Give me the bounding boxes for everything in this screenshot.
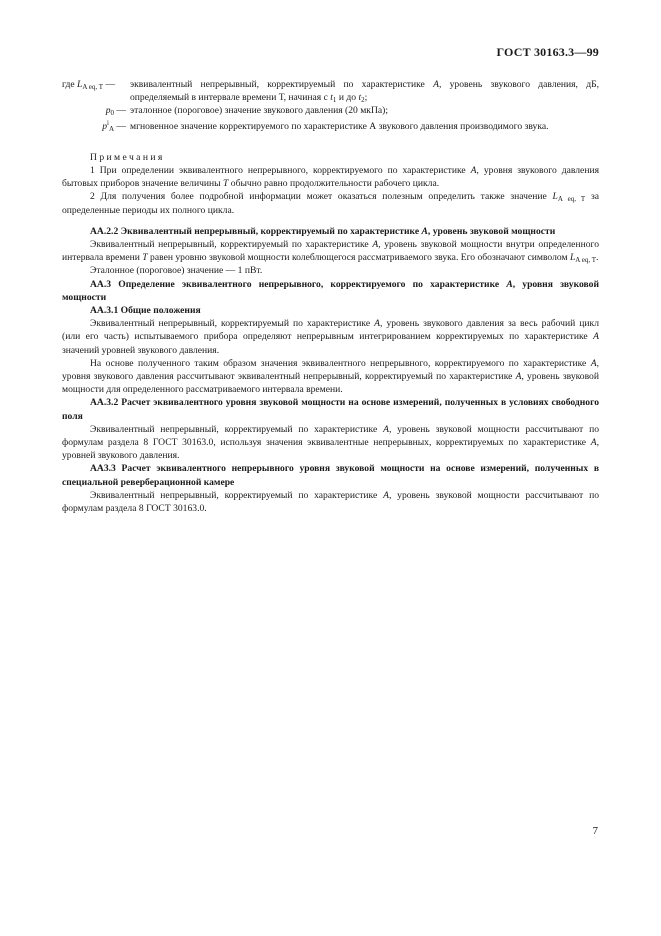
definition-text: мгновенное значение корректируемого по характеристике А звукового давления производимого звука. [130,120,549,132]
section-aa-3-1-heading: АА.3.1 Общие положения [90,305,201,317]
paragraph: На основе полученного таким образом значения эквивалентного непрерывного, корректируемого по характеристике A, уровня звукового давления рассчитывают эквивалентный непрерывный, корректируемый по характеристике A, уровень звуковой мощности для определенного рассматриваемого интервала времени. [62,357,599,396]
paragraph: Эквивалентный непрерывный, корректируемый по характеристике A, уровень звуковой мощности внутри определенного интервала времени T равен уровню звуковой мощности колеблющегося рассматриваемого звука. Его обозначают символом $L_{A eq, T}$. [62,239,599,265]
page-number: 7 [592,825,598,837]
paragraph: Эквивалентный непрерывный, корректируемый по характеристике A, уровень звукового давления за весь рабочий цикл (или его часть) испытываемого прибора определяют непрерывным интегрированием корректируемых по характеристике A значений уровней звукового давления. [62,318,599,356]
section-aa-2-2-heading: АА.2.2 Эквивалентный непрерывный, корректируемый по характеристике A, уровень звуковой мощности [90,225,556,237]
definition-leq: где $L_{A eq, T}$ — эквивалентный непрерывный, корректируемый по характеристике A, уровень звукового давления, дБ, определяемый в интервале времени Т, начиная с $t_1$ и до $t_2$; [62,79,599,105]
definition-text: эквивалентный непрерывный, корректируемый по характеристике A, уровень звукового давления, дБ, определяемый в интервале времени Т, начиная с $t_1$ и до $t_2$; [130,79,599,105]
definitions-block [62,78,599,515]
section-aa-3-3-heading: АА3.3 Расчет эквивалентного непрерывного уровня звуковой мощности на основе измерений, полученных в специальной реверберационной камере [62,463,599,488]
symbol-l: L [77,79,83,90]
symbol-subscript: A eq, T [82,83,104,91]
paragraph: Эквивалентный непрерывный, корректируемый по характеристике A, уровень звуковой мощности рассчитывают по формулам раздела 8 ГОСТ 30163.0, используя значения эквивалентные непрерывных, корректируемых по характеристике A, уровней звукового давления. [62,423,599,462]
where-word: где [62,79,75,90]
note-2: 2 Для получения более подробной информации может оказаться полезным определить также значение $L_{A eq, T}$ за определенные периоды их полного цикла. [62,191,599,216]
paragraph: Эквивалентный непрерывный, корректируемый по характеристике A, уровень звуковой мощности рассчитывают по формулам раздела 8 ГОСТ 30163.0. [62,489,599,515]
standard-header: ГОСТ 30163.3—99 [496,45,599,59]
definition-pa: $p^i_A$ — мгновенное значение корректируемого по характеристике А звукового давления производимого звука. [62,120,599,133]
note-1: 1 При определении эквивалентного непрерывного, корректируемого по характеристике A, уровня звукового давления бытовых приборов значение величины T обычно равно продолжительности рабочего цикла. [62,165,600,190]
definition-text: эталонное (пороговое) значение звукового давления (20 мкПа); [130,105,388,117]
symbol-p: p [105,105,111,117]
symbol-p: p [102,120,107,132]
section-aa-3-2-heading: АА.3.2 Расчет эквивалентного уровня звуковой мощности на основе измерений, полученных в условиях свободного поля [62,397,599,422]
definition-p0: $p_0$ — эталонное (пороговое) значение звукового давления (20 мкПа); [62,104,599,117]
section-aa-3-heading: АА.3 Определение эквивалентного непрерывного, корректируемого по характеристике A, уровня звуковой мощности [62,278,599,303]
paragraph: Эталонное (пороговое) значение — 1 пВт. [90,265,263,277]
notes-title: Примечания [90,151,165,163]
